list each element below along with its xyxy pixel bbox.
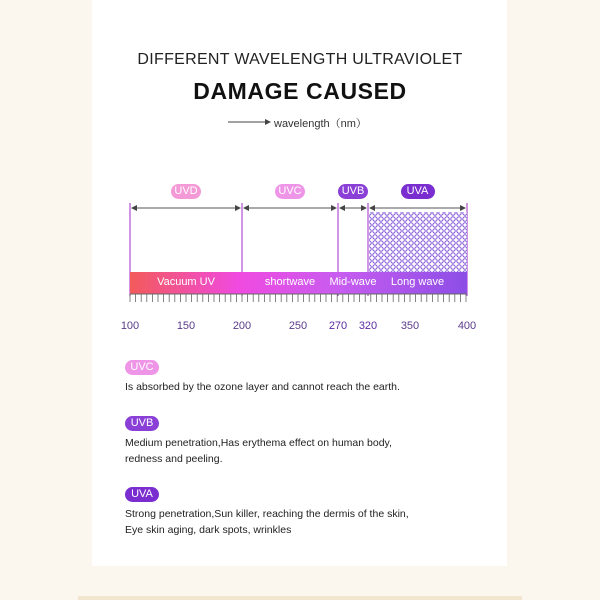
tick-label-150: 150	[176, 320, 196, 332]
tick-label-200: 200	[232, 320, 252, 332]
uvc-description-line-1: Is absorbed by the ozone layer and cannot reach the earth.	[125, 381, 400, 393]
tick-label-400: 400	[457, 320, 477, 332]
uvc-badge: UVC	[125, 360, 159, 375]
band-label-3: Mid-wave	[329, 276, 377, 288]
title-line-2: DAMAGE CAUSED	[193, 78, 407, 104]
band-label-1: Vacuum UV	[157, 276, 215, 288]
uva-range-pill: UVA	[401, 184, 435, 199]
uvd-range-pill: UVD	[171, 184, 201, 199]
tick-label-100: 100	[120, 320, 140, 332]
uvc-range-pill: UVC	[275, 184, 305, 199]
uvb-badge: UVB	[125, 416, 159, 431]
band-label-2: shortwave	[264, 276, 316, 288]
title-line-1: DIFFERENT WAVELENGTH ULTRAVIOLET	[137, 51, 463, 68]
tick-label-350: 350	[400, 320, 420, 332]
band-label-4: Long wave	[390, 276, 445, 288]
uvb-description-line-2: redness and peeling.	[125, 453, 223, 465]
uvb-description	[125, 435, 392, 467]
uvc-description	[125, 379, 400, 395]
axis-label: wavelength（nm）	[274, 118, 367, 130]
uva-dot-pattern	[369, 212, 467, 272]
uvb-range-pill: UVB	[338, 184, 368, 199]
uva-description	[125, 506, 409, 538]
uva-description-line-1: Strong penetration,Sun killer, reaching the dermis of the skin,	[125, 508, 409, 520]
uvb-description-line-1: Medium penetration,Has erythema effect on human body,	[125, 437, 392, 449]
tick-label-250: 250	[288, 320, 308, 332]
uva-description-line-2: Eye skin aging, dark spots, wrinkles	[125, 524, 292, 536]
tick-label-270: 270	[328, 320, 348, 332]
uva-badge: UVA	[125, 487, 159, 502]
tick-label-320: 320	[358, 320, 378, 332]
